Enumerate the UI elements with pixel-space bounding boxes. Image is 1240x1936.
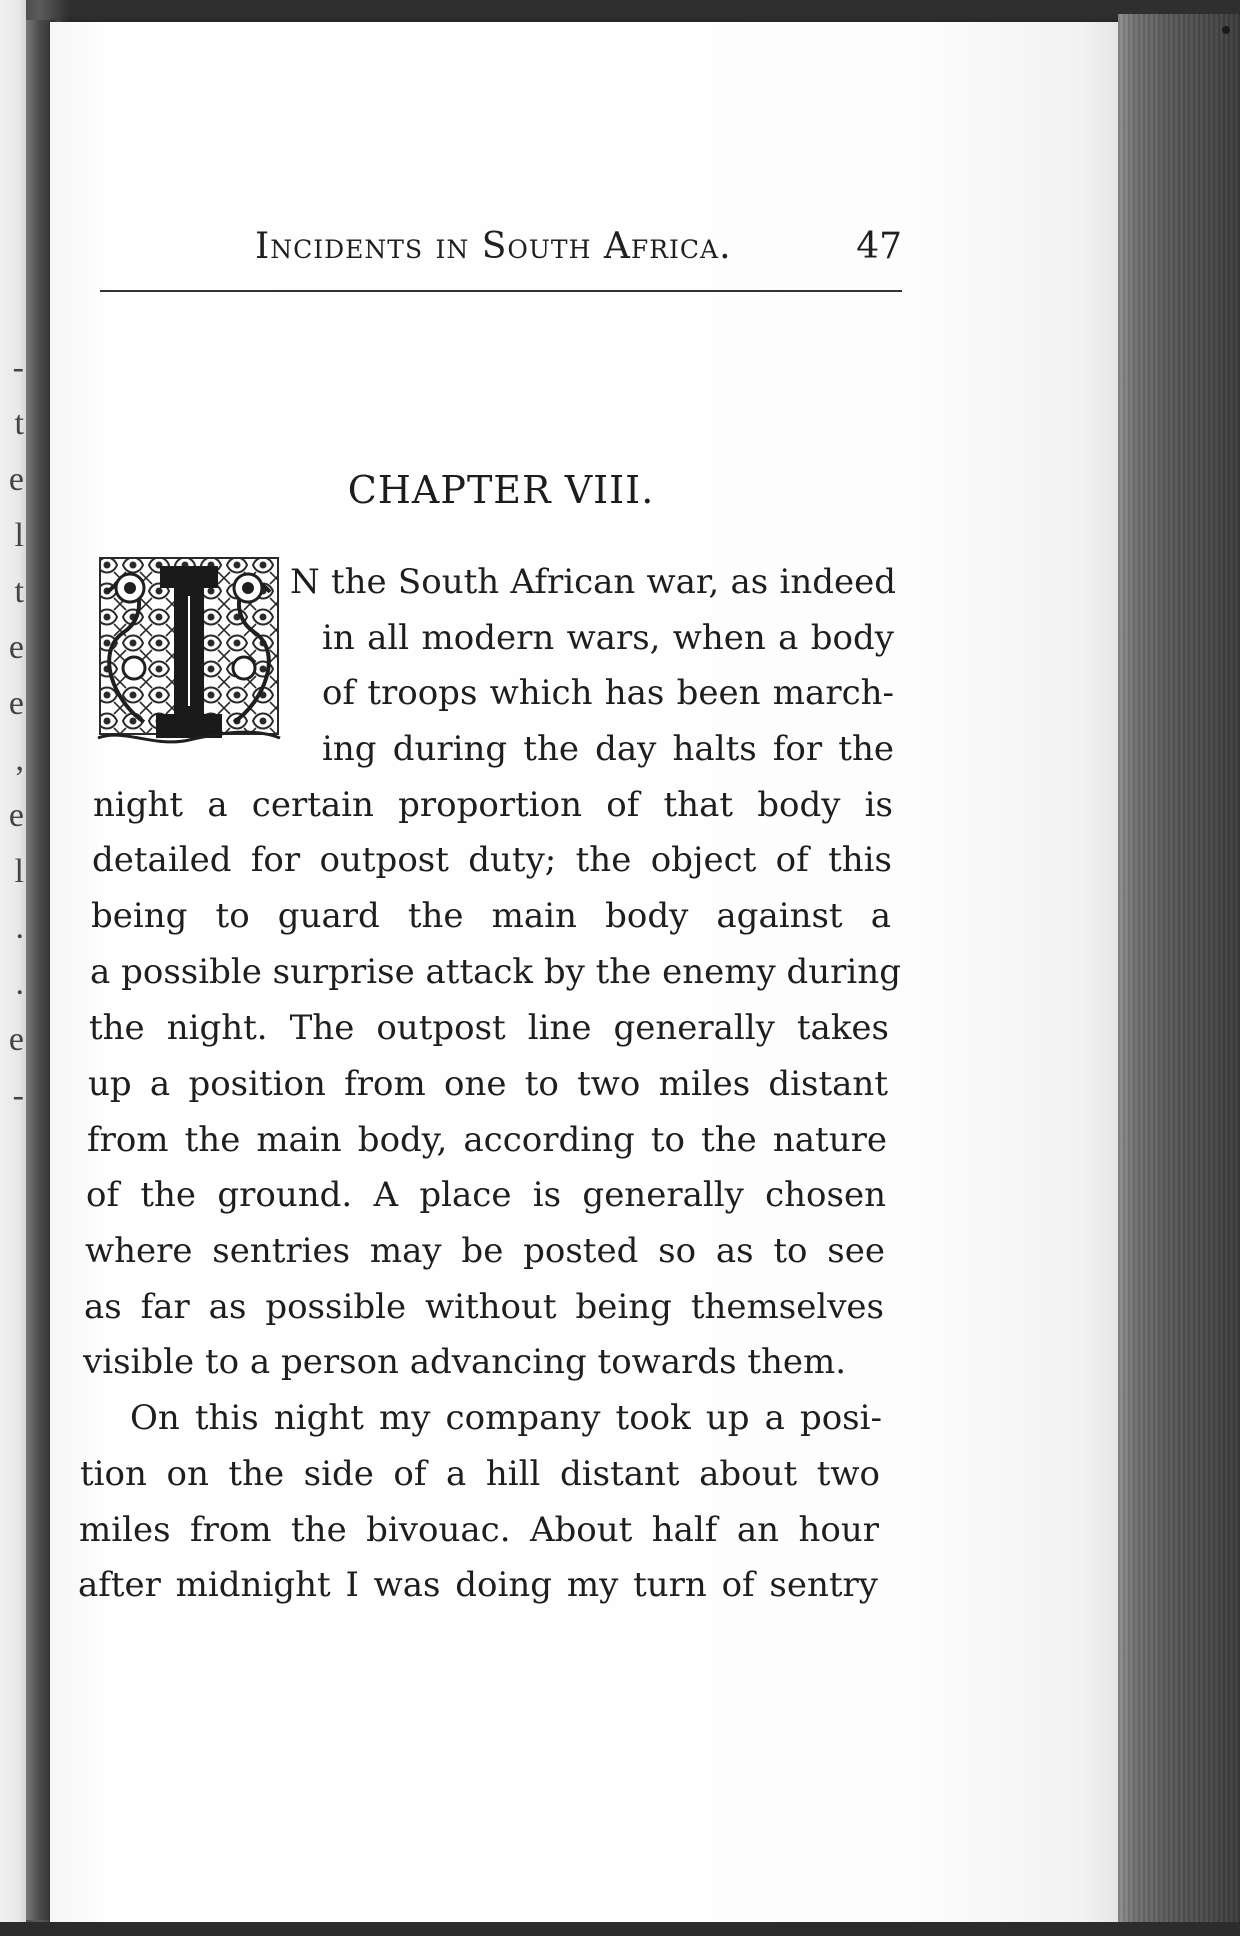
text-line: miles from the bivouac. About half an hour [79, 1510, 879, 1550]
text-line: from the main body, according to the nature [87, 1120, 887, 1160]
scan-bottom-border [0, 1922, 1240, 1936]
text-line: of troops which has been march- [322, 673, 894, 713]
edge-mark: e [8, 1021, 24, 1058]
previous-page-text-fragments [0, 340, 24, 1124]
edge-mark: l [14, 853, 24, 890]
edge-mark: l [14, 517, 24, 554]
header-rule [100, 290, 902, 292]
edge-mark: e [8, 797, 24, 834]
running-head [100, 220, 902, 280]
text-line: after midnight I was doing my turn of sentry [78, 1565, 878, 1605]
floral-ornament-icon [94, 552, 284, 748]
text-line: ing during the day halts for the [322, 729, 894, 769]
text-line: night a certain proportion of that body is [93, 785, 893, 825]
edge-mark: t [14, 573, 24, 610]
text-line: being to guard the main body against a [91, 896, 891, 936]
page-stack-edge [1118, 14, 1240, 1936]
page-number: 47 [856, 226, 902, 267]
text-line: a possible surprise attack by the enemy during [90, 952, 901, 992]
text-line: N the South African war, as indeed [290, 562, 896, 602]
text-line: On this night my company took up a posi- [130, 1398, 882, 1438]
text-line: detailed for outpost duty; the object of this [92, 840, 892, 880]
edge-mark: - [12, 349, 24, 386]
text-line: where sentries may be posted so as to see [85, 1231, 885, 1271]
text-line: visible to a person advancing towards them. [83, 1342, 847, 1382]
text-line: in all modern wars, when a body [322, 618, 894, 658]
ornamental-drop-cap [94, 552, 284, 748]
edge-mark: e [8, 685, 24, 722]
edge-mark: . [15, 909, 24, 946]
text-line: up a position from one to two miles distant [88, 1064, 888, 1104]
edge-mark: e [8, 629, 24, 666]
edge-mark: e [8, 461, 24, 498]
text-line: the night. The outpost line generally takes [89, 1008, 889, 1048]
edge-mark: t [14, 405, 24, 442]
running-title: Incidents in South Africa. [255, 226, 732, 267]
text-line: tion on the side of a hill distant about two [80, 1454, 880, 1494]
previous-page-edge [0, 0, 26, 1936]
text-line: of the ground. A place is generally chosen [86, 1175, 886, 1215]
chapter-title: CHAPTER VIII. [347, 468, 655, 512]
text-line: as far as possible without being themselves [84, 1287, 884, 1327]
edge-mark: - [12, 1077, 24, 1114]
page-stack-mark [1222, 26, 1230, 34]
edge-mark: . [15, 965, 24, 1002]
edge-mark: , [15, 741, 24, 778]
